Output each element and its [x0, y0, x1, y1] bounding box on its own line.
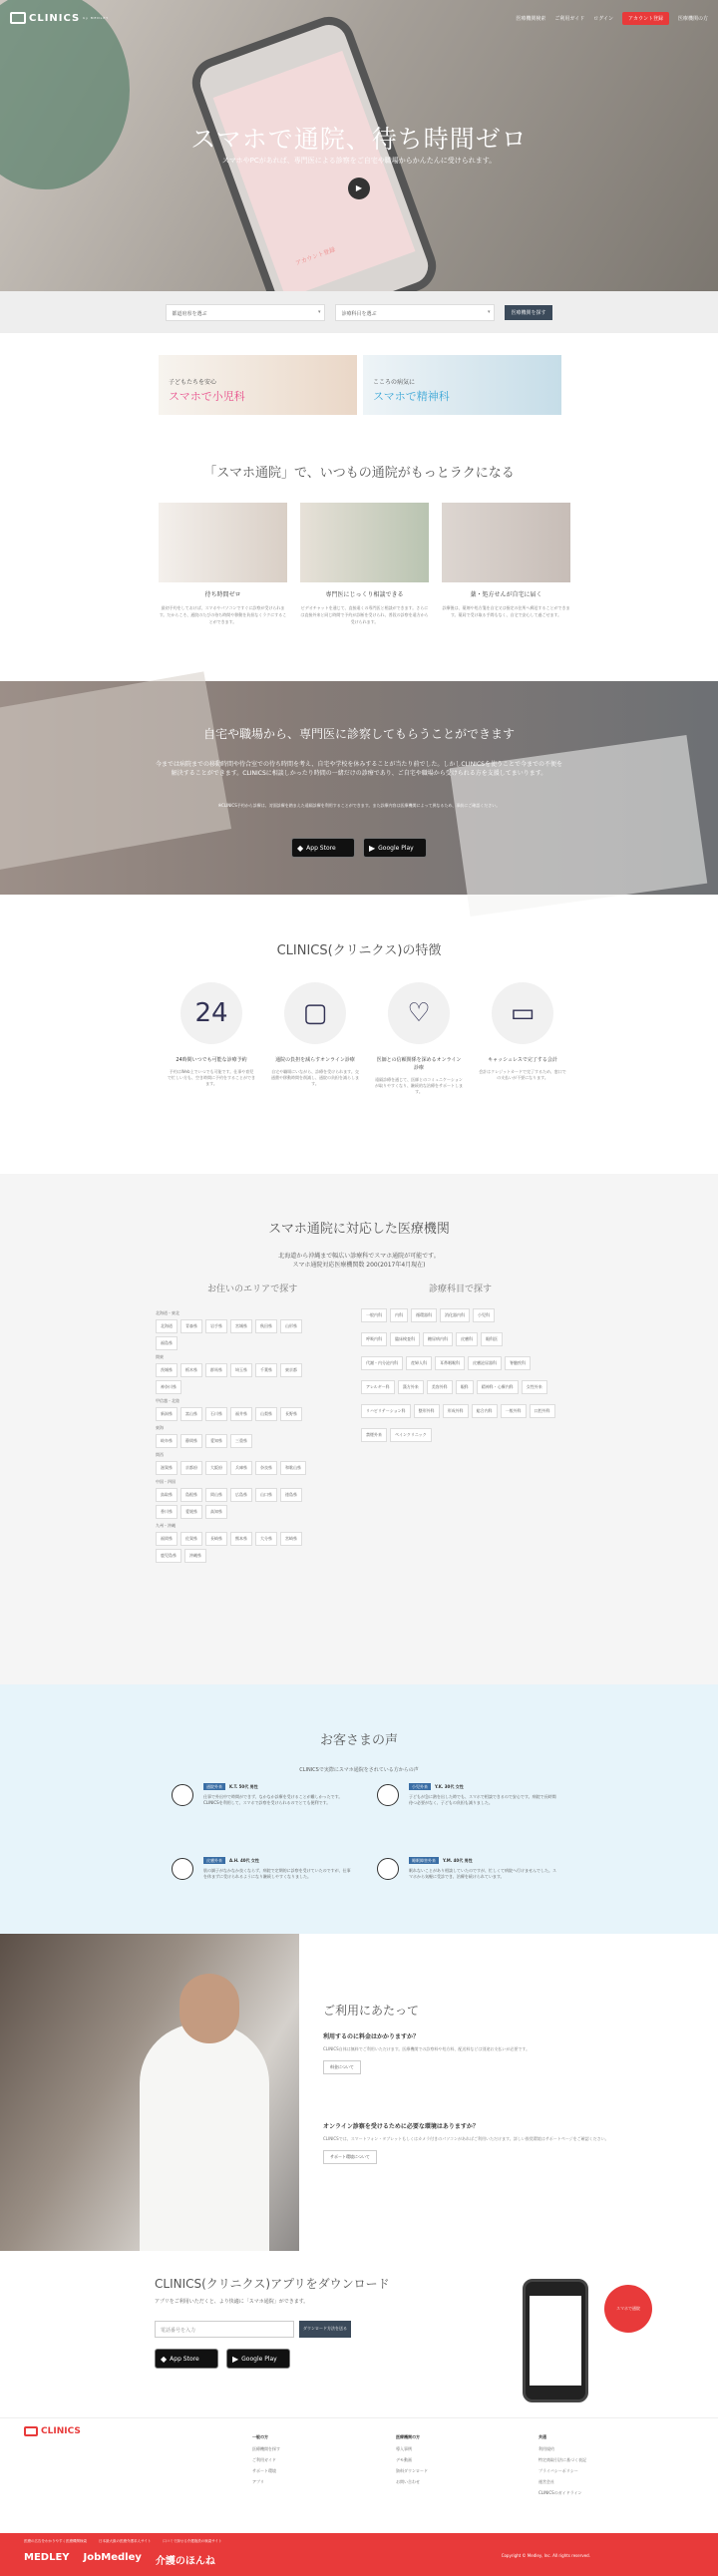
department-chip[interactable]: 漢方外来	[398, 1380, 424, 1394]
region-chips	[156, 1407, 325, 1421]
prefecture-chip[interactable]: 大阪府	[205, 1461, 227, 1475]
send-download-button[interactable]: ダウンロード方法を送る	[299, 2321, 351, 2338]
department-chip[interactable]: 皮膚科	[456, 1332, 478, 1346]
prefecture-chip[interactable]: 愛知県	[205, 1434, 227, 1448]
prefecture-chip[interactable]: 香川県	[156, 1505, 178, 1519]
woman-avatar-icon	[172, 1858, 193, 1880]
footer-link[interactable]: デモ動画	[396, 2457, 412, 2462]
footer-col-common: 共通 利用規約 特定商取引法に基づく表記 プライバシーポリシー 運営会社 CLINICSのガイドライン	[538, 2434, 638, 2501]
department-chip[interactable]: 整形外科	[414, 1404, 440, 1418]
prefecture-chip[interactable]: 滋賀県	[156, 1461, 178, 1475]
pediatrics-banner[interactable]	[159, 355, 357, 415]
department-chip[interactable]: リハビリテーション科	[361, 1404, 411, 1418]
hero-title: スマホで通院、待ち時間ゼロ	[190, 125, 528, 154]
copyright: Copyright © Medley, Inc. All rights reserved.	[501, 2553, 590, 2558]
app-phone-image	[523, 2279, 588, 2402]
prefecture-chip[interactable]: 岐阜県	[156, 1434, 178, 1448]
department-list	[361, 1308, 560, 1452]
banner-big: スマホで小児科	[169, 390, 245, 403]
app-store-button[interactable]: ◆ App Store	[291, 838, 355, 858]
region-label: 甲信越・北陸	[156, 1398, 180, 1403]
department-chip[interactable]: 脊髄疾科	[505, 1356, 531, 1370]
for-facility-link[interactable]: 医療機関の方	[677, 15, 708, 22]
prefecture-chip[interactable]: 岩手県	[205, 1319, 227, 1333]
prefecture-chip[interactable]: 鳥取県	[156, 1488, 178, 1502]
department-chip[interactable]: 禁煙外来	[361, 1428, 387, 1442]
footer-link[interactable]: CLINICSのガイドライン	[538, 2490, 582, 2495]
intro-item: 待ち時間ゼロ 最初予約をしておけば、スマホやパソコンですぐに診察が受けられます。だからこそ、通院のたびの待ち時間や移動を負担なくラクにすることができます。	[159, 503, 287, 625]
prefecture-list	[156, 1306, 325, 1563]
voice-card: 小児外来 Y.K. 30代 女性 子どもが急に熱を出した時でも、スマホで相談できるので安心です。病院で長時間待つ必要がなく、子どもの負担も減りました。	[377, 1784, 566, 1844]
faq-item: オンライン診察を受けるために必要な環境はありますか？ CLINICSでは、スマートフォン・タブレットもしくはカメラ付きのパソコンがあればご利用いただけます。詳しい推奨環境はサポートページをご確認ください。 サポート環境について	[323, 2121, 692, 2164]
search-button[interactable]: 医療機関を探す	[505, 305, 551, 320]
nav-search[interactable]: 医療機関検索	[516, 15, 546, 22]
prefecture-chip[interactable]: 秋田県	[255, 1319, 277, 1333]
jobmedley-logo[interactable]: JobMedley	[83, 2552, 142, 2563]
dept-chips	[361, 1332, 560, 1346]
clinics-logo-icon	[24, 2426, 38, 2436]
department-chip[interactable]: 呼吸内科	[361, 1332, 387, 1346]
department-chip[interactable]: 糖尿病内科	[423, 1332, 453, 1346]
department-chip[interactable]: 口腔外科	[530, 1404, 555, 1418]
medley-logo[interactable]: MEDLEY	[24, 2552, 70, 2563]
voice-card: 通院外来 K.T. 50代 男性 仕事で外出中で時間ができず、なかなか診療を受けることが難しかったです。CLINICSを利用して、スマホで診察を受けられるのでとても便利です。	[172, 1784, 361, 1844]
price-info-button[interactable]: 料金について	[323, 2060, 361, 2074]
woman-laptop-image	[300, 503, 429, 582]
band-note: ※CLINICS予約から診療は、対面診療を踏まえた遠隔診療を利用することができます。また診療内容は医療機関によって異なるため、事前にご確認ください。	[217, 803, 501, 808]
bottom-caption: 日本最大級の医療介護求人サイト	[99, 2539, 152, 2543]
header	[0, 0, 718, 36]
logo[interactable]: CLINICS by MEDLEY	[10, 12, 109, 24]
region-label: 九州・沖縄	[156, 1523, 176, 1528]
hero-subtitle: スマホやPCがあれば、専門医による診察をご自宅や職場からかんたんに受けられます。	[221, 157, 497, 165]
prefecture-chip[interactable]: 北海道	[156, 1319, 178, 1333]
prefecture-chip[interactable]: 徳島県	[280, 1488, 302, 1502]
department-chip[interactable]: 皮膚泌尿器科	[468, 1356, 502, 1370]
prefecture-chip[interactable]: 京都府	[180, 1461, 202, 1475]
dept-chips	[361, 1404, 560, 1418]
region-chips	[156, 1488, 325, 1519]
region-label: 中国・四国	[156, 1479, 176, 1484]
dept-select[interactable]: 診療科目を選ぶ ▾	[335, 304, 495, 321]
app-store-button[interactable]: ◆ App Store	[155, 2349, 218, 2369]
prefecture-chip[interactable]: 宮崎県	[280, 1532, 302, 1546]
footer-link[interactable]: 導入事例	[396, 2446, 412, 2451]
department-chip[interactable]: 一般内科	[361, 1308, 387, 1322]
footer-link[interactable]: 医療機関を探す	[252, 2446, 280, 2451]
prefecture-chip[interactable]: 長崎県	[205, 1532, 227, 1546]
prefecture-chip[interactable]: 島根県	[180, 1488, 202, 1502]
prefecture-chip[interactable]: 石川県	[205, 1407, 227, 1421]
nav-login[interactable]: ログイン	[593, 15, 614, 22]
footer-col-facility: 医療機関の方 導入事例 デモ動画 資料ダウンロード お問い合わせ	[396, 2434, 496, 2490]
prefecture-chip[interactable]: 三重県	[230, 1434, 252, 1448]
department-chip[interactable]: 循環器科	[411, 1308, 437, 1322]
play-video-button[interactable]: ▶	[348, 178, 370, 199]
psychiatry-banner[interactable]	[363, 355, 561, 415]
footer-link[interactable]: 特定商取引法に基づく表記	[538, 2457, 586, 2462]
dept-chips	[361, 1428, 560, 1442]
prefecture-chip[interactable]: 山梨県	[255, 1407, 277, 1421]
prefecture-chip[interactable]: 山口県	[255, 1488, 277, 1502]
area-title: お住いのエリアで探す	[207, 1285, 298, 1294]
search-bar	[0, 291, 718, 333]
region-label: 東海	[156, 1425, 164, 1430]
department-chip[interactable]: 女性外来	[522, 1380, 547, 1394]
dept-chips	[361, 1380, 560, 1394]
prefecture-chip[interactable]: 高知県	[205, 1505, 227, 1519]
region-chips	[156, 1532, 325, 1563]
prefecture-chip[interactable]: 福岡県	[156, 1532, 178, 1546]
feature-item: 24 24時間いつでも可能な診療予約 予約はWeb上でいつでも可能です。仕事や育児で忙しい方も、空き時間に予約をすることができます。	[168, 982, 255, 1095]
band-body: 今までは病院までの移動時間や待合室での待ち時間を考え、自宅や学校を休みすることが当たり前でした。しかしCLINICSを使うことで今までの不便を解決することができます。CLINICSに相談しかったり時間の一緒だけの診療であり、ご自宅や職場から受けられる方を支援してまいります。	[156, 761, 562, 777]
prefecture-chip[interactable]: 青森県	[180, 1319, 202, 1333]
voice-card: 皮膚外来 A.H. 40代 女性 肌の調子がなかなか良くならず、病院で定期的に診察を受けていたのですが、仕事を休まずに受けられるようになり継続しやすくなりました。	[172, 1858, 361, 1918]
region-chips	[156, 1461, 325, 1475]
man-avatar-icon	[377, 1858, 399, 1880]
google-play-button[interactable]: ▶ Google Play	[363, 838, 427, 858]
footer-col-general: 一般の方 医療機関を探す ご利用ガイド サポート環境 アプリ	[252, 2434, 352, 2490]
feature-item: ▢ 通院の負担を減らすオンライン診療 自宅や職場にいながら、診療を受けられます。交通費や移動時間を削減し、通院の負担を減らします。	[271, 982, 359, 1095]
google-play-button[interactable]: ▶ Google Play	[226, 2349, 290, 2369]
department-chip[interactable]: 一般外科	[501, 1404, 527, 1418]
banner-small: 子どもたちを安心	[169, 379, 217, 386]
footer-logo[interactable]: CLINICS	[24, 2426, 81, 2436]
department-chip[interactable]: 臨床検査科	[390, 1332, 420, 1346]
prefecture-chip[interactable]: 山形県	[280, 1319, 302, 1333]
prefecture-chip[interactable]: 佐賀県	[180, 1532, 202, 1546]
app-badge: スマホで通院	[604, 2285, 652, 2333]
area-select[interactable]: 都道府県を選ぶ ▾	[166, 304, 325, 321]
support-env-button[interactable]: サポート環境について	[323, 2150, 377, 2164]
kaigo-logo[interactable]: 介護のほんね	[155, 2556, 215, 2567]
bottom-bar	[0, 2533, 718, 2576]
footer-link[interactable]: アプリ	[252, 2479, 264, 2484]
download-title: CLINICS(クリニクス)アプリをダウンロード	[155, 2277, 390, 2291]
feature-item: ▭ キャッシュレスで完了する会計 会計はクレジットカードで完了するため、窓口での支払いが不要になります。	[479, 982, 566, 1095]
prefecture-chip[interactable]: 福井県	[230, 1407, 252, 1421]
devices-icon: ▢	[284, 982, 346, 1044]
apple-icon: ◆	[161, 2354, 168, 2364]
prefecture-chip[interactable]: 宮城県	[230, 1319, 252, 1333]
apple-icon: ◆	[297, 843, 304, 853]
phone-number-input[interactable]: 電話番号を入力	[155, 2321, 294, 2338]
download-subtitle: アプリをご利用いただくと、より快適に「スマホ通院」ができます。	[155, 2299, 309, 2305]
region-chips	[156, 1434, 325, 1448]
faq-item: 利用するのに料金はかかりますか？ CLINICS自体は無料でご利用いただけます。医療機関での診察料や処方料、配送料などは別途お支払いが必要です。 料金について	[323, 2031, 692, 2074]
heart-monitor-icon: ♡	[388, 982, 450, 1044]
man-avatar-icon	[172, 1784, 193, 1806]
banner-big: スマホで精神科	[373, 390, 450, 403]
department-chip[interactable]: 耳鼻咽喉科	[435, 1356, 465, 1370]
facilities-title: スマホ通院に対応した医療機関	[268, 1222, 450, 1237]
credit-card-icon: ▭	[492, 982, 553, 1044]
footer-link[interactable]: 運営会社	[538, 2479, 554, 2484]
department-chip[interactable]: 消化器内科	[440, 1308, 470, 1322]
phone-screen-label: アカウント登録	[294, 245, 337, 267]
prefecture-chip[interactable]: 福島県	[156, 1336, 178, 1350]
prefecture-chip[interactable]: 栃木県	[180, 1363, 202, 1377]
play-icon: ▶	[369, 843, 376, 853]
region-chips	[156, 1319, 325, 1350]
intro-item: 薬・処方せんが自宅に届く 診療後は、薬剤や処方箋を自宅又は指定の住所へ郵送することができます。薬局で受け取る手間もなく、自宅で安心して過ごせます。	[442, 503, 570, 625]
footer-link[interactable]: ご利用ガイド	[252, 2457, 276, 2462]
prefecture-chip[interactable]: 富山県	[180, 1407, 202, 1421]
play-icon: ▶	[232, 2354, 239, 2364]
department-chip[interactable]: 内科	[390, 1308, 408, 1322]
features-title: CLINICS(クリニクス)の特徴	[276, 943, 442, 958]
footer-link[interactable]: プライバシーポリシー	[538, 2468, 578, 2473]
prefecture-chip[interactable]: 群馬県	[205, 1363, 227, 1377]
prefecture-chip[interactable]: 熊本県	[230, 1532, 252, 1546]
prefecture-chip[interactable]: 東京都	[280, 1363, 302, 1377]
prefecture-chip[interactable]: 神奈川県	[156, 1380, 181, 1394]
prefecture-chip[interactable]: 広島県	[230, 1488, 252, 1502]
prefecture-chip[interactable]: 兵庫県	[230, 1461, 252, 1475]
region-chips	[156, 1363, 325, 1394]
department-chip[interactable]: 形成外科	[443, 1404, 469, 1418]
usage-title: ご利用にあたって	[323, 2004, 420, 2018]
dept-chips	[361, 1356, 560, 1370]
prefecture-chip[interactable]: 沖縄県	[184, 1549, 206, 1563]
bottom-caption: 医療の広告をわかりやすく医療機関検索	[24, 2539, 87, 2543]
voices-title: お客さまの声	[319, 1733, 398, 1748]
intro-item: 専門医にじっくり相談できる ビデオチャットを通じて、直接遠くの専門医と相談ができます。さらには直接外来と同じ時間で予約が診断を受けられ、普段の診察を遠方から受けられます。	[300, 503, 429, 625]
prefecture-chip[interactable]: 長野県	[280, 1407, 302, 1421]
dept-title: 診療科目で探す	[429, 1285, 493, 1294]
woman-phone-image	[159, 503, 287, 582]
clock-24-icon: 24	[180, 982, 242, 1044]
department-chip[interactable]: 眼科	[456, 1380, 474, 1394]
bottom-caption: 口コミで探せる介護施設の検索サイト	[163, 2539, 222, 2543]
dept-chips	[361, 1308, 560, 1322]
medicine-image	[442, 503, 570, 582]
department-chip[interactable]: 美容外科	[427, 1380, 453, 1394]
prefecture-chip[interactable]: 和歌山県	[280, 1461, 306, 1475]
prefecture-chip[interactable]: 大分県	[255, 1532, 277, 1546]
prefecture-chip[interactable]: 新潟県	[156, 1407, 178, 1421]
doctor-photo	[0, 1934, 299, 2251]
footer-link[interactable]: 利用規約	[538, 2446, 554, 2451]
facilities-section	[0, 1174, 718, 1684]
department-chip[interactable]: ペインクリニック	[390, 1428, 432, 1442]
voices-subtitle: CLINICSで実際にスマホ通院をされている方からの声	[299, 1767, 419, 1773]
department-chip[interactable]: 眼科医	[481, 1332, 503, 1346]
online-band	[0, 681, 718, 895]
voice-card: 睡眠障害外来 Y.M. 40代 男性 眠れないことがあり相談していたのですが、忙しくて病院へ行けませんでした。スマホから気軽に受診でき、治療を続けられています。	[377, 1858, 566, 1918]
woman-avatar-icon	[377, 1784, 399, 1806]
band-title: 自宅や職場から、専門医に診察してもらうことができます	[202, 727, 515, 741]
department-chip[interactable]: 産婦人科	[406, 1356, 432, 1370]
feature-item: ♡ 医師との信頼関係を深めるオンライン診療 遠隔診療を通じて、医師とのコミュニケーションが取りやすくなり、継続的な治療をサポートします。	[375, 982, 463, 1095]
facilities-lead: 北海道から沖縄まで幅広い診療科でスマホ通院が可能です。 スマホ通院対応医療機関数 200(2017年4月現在)	[278, 1253, 440, 1269]
prefecture-chip[interactable]: 静岡県	[180, 1434, 202, 1448]
prefecture-chip[interactable]: 鹿児島県	[156, 1549, 181, 1563]
prefecture-chip[interactable]: 埼玉県	[230, 1363, 252, 1377]
region-label: 関西	[156, 1452, 164, 1457]
prefecture-chip[interactable]: 愛媛県	[180, 1505, 202, 1519]
footer-link[interactable]: お問い合わせ	[396, 2479, 420, 2484]
prefecture-chip[interactable]: 岡山県	[205, 1488, 227, 1502]
prefecture-chip[interactable]: 奈良県	[255, 1461, 277, 1475]
nav-guide[interactable]: ご利用ガイド	[554, 15, 585, 22]
prefecture-chip[interactable]: 千葉県	[255, 1363, 277, 1377]
banner-small: こころの病気に	[373, 379, 416, 386]
region-label: 関東	[156, 1354, 164, 1359]
department-chip[interactable]: 総合内科	[472, 1404, 498, 1418]
department-chip[interactable]: 代謝・内分泌内科	[361, 1356, 403, 1370]
signup-button[interactable]: アカウント登録	[622, 12, 669, 25]
department-chip[interactable]: 小児科	[473, 1308, 495, 1322]
clinics-logo-icon	[10, 12, 26, 24]
prefecture-chip[interactable]: 茨城県	[156, 1363, 178, 1377]
footer-link[interactable]: 資料ダウンロード	[396, 2468, 428, 2473]
department-chip[interactable]: アレルギー科	[361, 1380, 395, 1394]
footer-link[interactable]: サポート環境	[252, 2468, 276, 2473]
region-label: 北海道・東北	[156, 1310, 180, 1315]
intro-title: 「スマホ通院」で、いつもの通院がもっとラクになる	[203, 466, 515, 481]
department-chip[interactable]: 精神科・心療内科	[477, 1380, 519, 1394]
